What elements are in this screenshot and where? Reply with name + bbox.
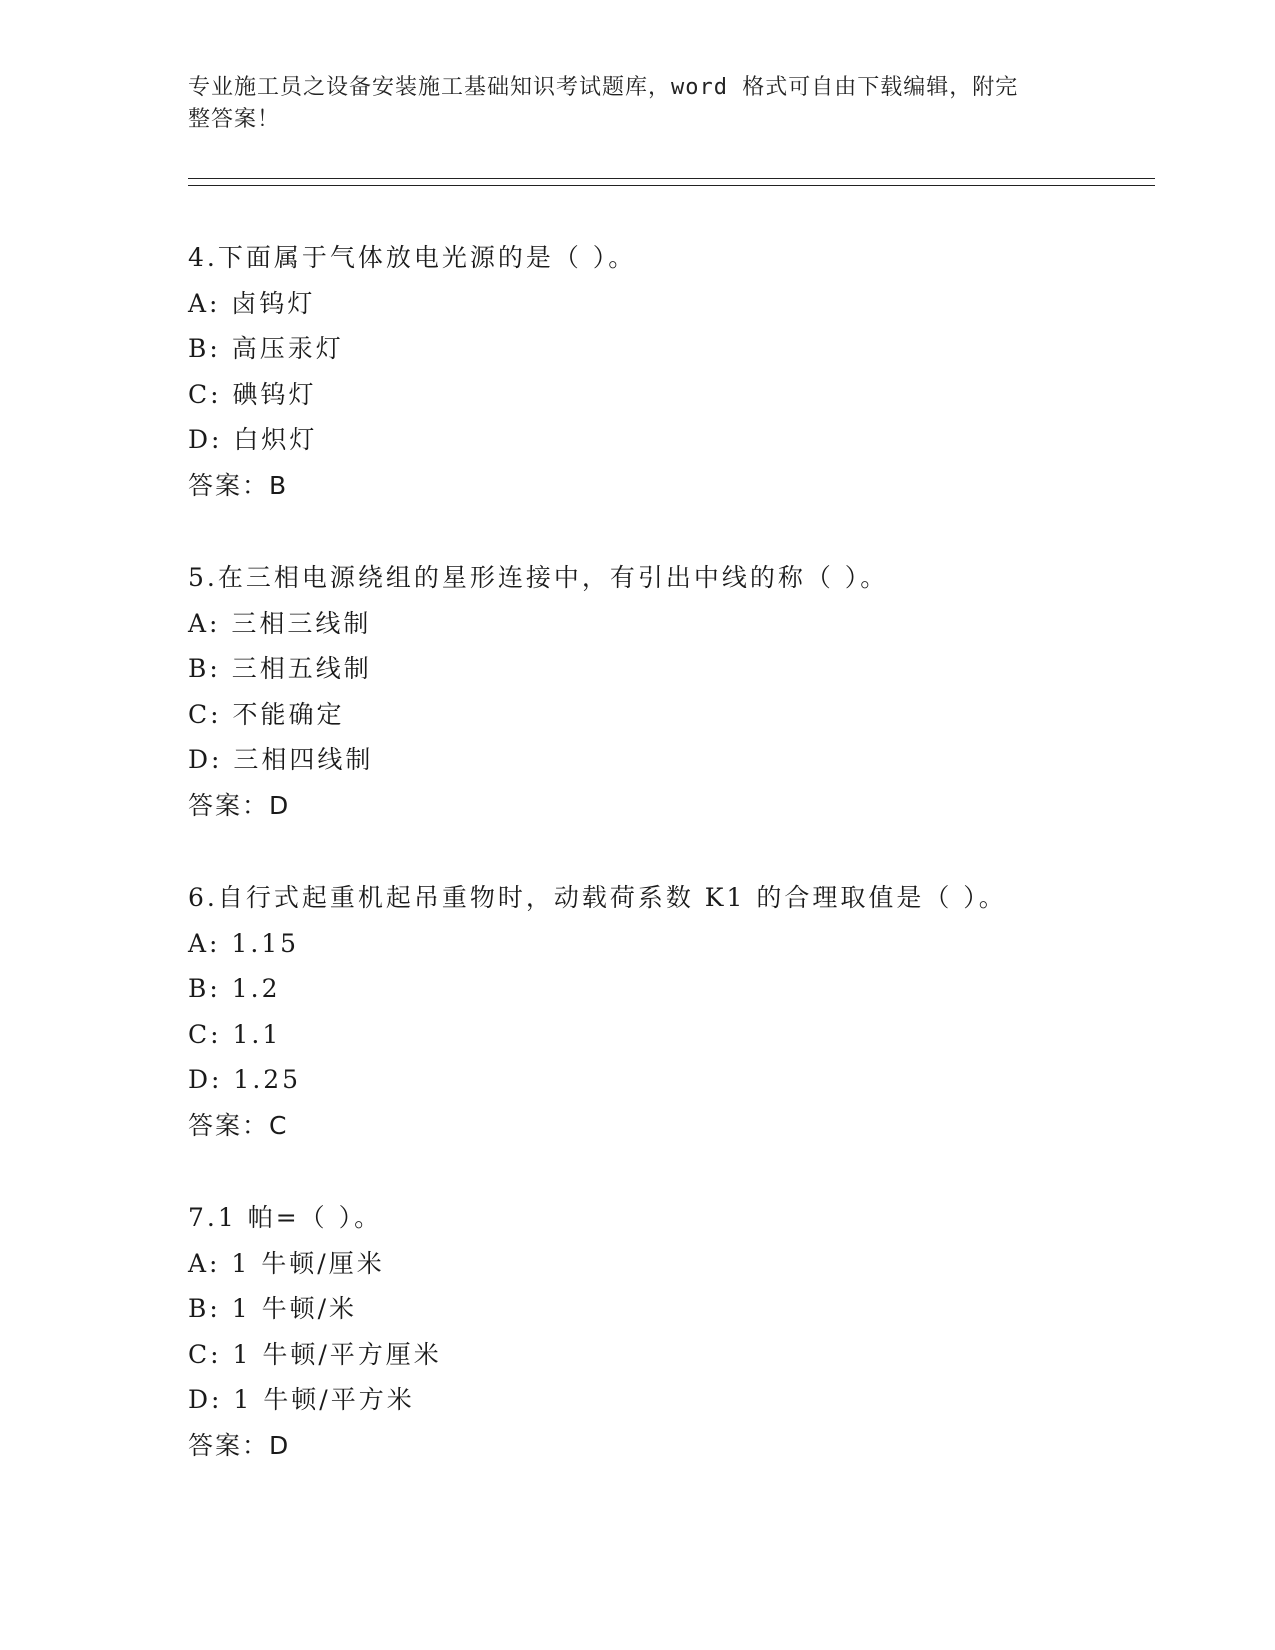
option-c: C: 碘钨灯 bbox=[188, 379, 317, 409]
option-b: B: 1 牛顿/米 bbox=[188, 1294, 358, 1323]
document-header bbox=[188, 72, 1068, 136]
answer-line: 答案：D bbox=[188, 790, 291, 820]
question-stem: 6.自行式起重机起吊重物时，动载荷系数 K1 的合理取值是（ ）。 bbox=[188, 883, 1007, 912]
question-stem: 7.1 帕=（ ）。 bbox=[188, 1203, 383, 1232]
header-divider bbox=[188, 178, 1155, 186]
option-d: D: 1 牛顿/平方米 bbox=[188, 1385, 415, 1414]
option-d: D: 白炽灯 bbox=[188, 425, 318, 454]
option-c: C: 不能确定 bbox=[188, 699, 345, 729]
question-7 bbox=[188, 1195, 1155, 1468]
answer-line: 答案：D bbox=[188, 1430, 291, 1460]
option-b: B: 1.2 bbox=[188, 974, 281, 1003]
option-d: D: 三相四线制 bbox=[188, 745, 374, 774]
option-a: A: 卤钨灯 bbox=[188, 288, 316, 318]
question-6 bbox=[188, 875, 1155, 1148]
answer-line: 答案：B bbox=[188, 470, 289, 500]
answer-line: 答案：C bbox=[188, 1110, 289, 1140]
question-5 bbox=[188, 555, 1155, 828]
question-list bbox=[188, 235, 1155, 1515]
header-line-2: 整答案！ bbox=[188, 107, 281, 132]
question-4 bbox=[188, 235, 1155, 508]
question-stem: 4.下面属于气体放电光源的是（ ）。 bbox=[188, 243, 637, 272]
option-d: D: 1.25 bbox=[188, 1065, 302, 1094]
option-a: A: 1 牛顿/厘米 bbox=[188, 1248, 385, 1278]
option-a: A: 三相三线制 bbox=[188, 608, 372, 638]
option-b: B: 三相五线制 bbox=[188, 654, 372, 683]
option-b: B: 高压汞灯 bbox=[188, 334, 344, 363]
option-c: C: 1.1 bbox=[188, 1019, 282, 1049]
question-stem: 5.在三相电源绕组的星形连接中，有引出中线的称（ ）。 bbox=[188, 563, 889, 592]
option-c: C: 1 牛顿/平方厘米 bbox=[188, 1339, 442, 1369]
option-a: A: 1.15 bbox=[188, 928, 300, 958]
header-line-1: 专业施工员之设备安装施工基础知识考试题库，word 格式可自由下载编辑，附完 bbox=[188, 75, 1019, 100]
